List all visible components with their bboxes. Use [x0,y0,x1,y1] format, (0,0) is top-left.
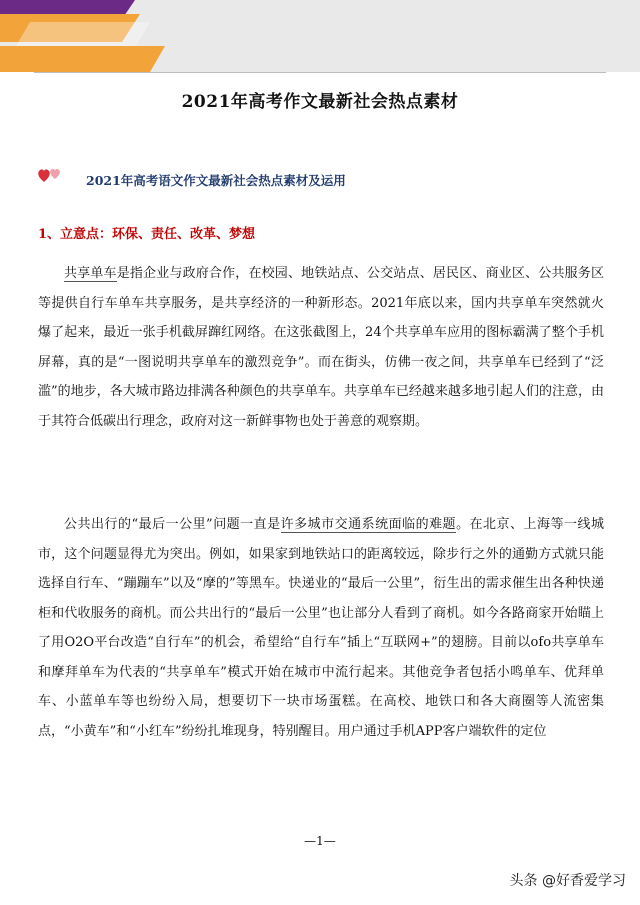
paragraph-lead-term: 共享单车 [64,266,117,281]
header-rule [34,72,606,73]
header-stripes-decoration [0,0,210,72]
document-subtitle: 2021年高考语文作文最新社会热点素材及运用 [86,173,346,188]
paragraph-body-part-b: 。在北京、上海等一线城市，这个问题显得尤为突出。例如，如果家到地铁站口的距离较远，除步行之外的通勤方式就只能选择自行车、“蹦蹦车”以及“摩的”等黑车。快递业的“最后一公里”，衍生出的需求催生出各种快递柜和代收服务的商机。而公共出行的“最后一公里”也让部分人看到了商机。如今各路商家开始瞄上了用O2O平台改造“自行车”的机会，希望给“自行车”插上“互联网+”的翅膀。目前以ofo共享单车和摩拜单车为代表的“共享单车”模式开始在城市中流行起来。其他竞争者包括小鸣单车、优拜单车、小蓝单车等也纷纷入局，想要切下一块市场蛋糕。在高校、地铁口和各大商圈等人流密集点，“小黄车”和“小红车”纷纷扎堆现身，特别醒目。用户通过手机APP客户端软件的定位 [38,517,604,739]
header-band [0,0,640,72]
paragraph-body-part-a: 公共出行的“最后一公里”问题一直是 [64,517,281,532]
paragraph-underlined-phrase: 许多城市交通系统面临的难题 [280,517,457,532]
page-number: —1— [304,834,336,848]
paragraph-shared-bikes [38,259,604,436]
hearts-icon [36,164,66,186]
paragraph-last-mile [38,510,604,746]
watermark: 头条 @好香爱学习 [509,873,626,889]
section-heading: 1、立意点：环保、责任、改革、梦想 [38,227,256,242]
document-title: 2021年高考作文最新社会热点素材 [181,92,459,112]
paragraph-body: 是指企业与政府合作，在校园、地铁站点、公交站点、居民区、商业区、公共服务区等提供自行车单车共享服务，是共享经济的一种新形态。2021年底以来，国内共享单车突然就火爆了起来，最近一张手机截屏蹿红网络。在这张截图上，24个共享单车应用的图标霸满了整个手机屏幕，真的是“一图说明共享单车的激烈竞争”。而在街头，仿佛一夜之间，共享单车已经到了“泛滥”的地步，各大城市路边排满各种颜色的共享单车。共享单车已经越来越多地引起人们的注意，由于其符合低碳出行理念，政府对这一新鲜事物也处于善意的观察期。 [38,266,604,429]
